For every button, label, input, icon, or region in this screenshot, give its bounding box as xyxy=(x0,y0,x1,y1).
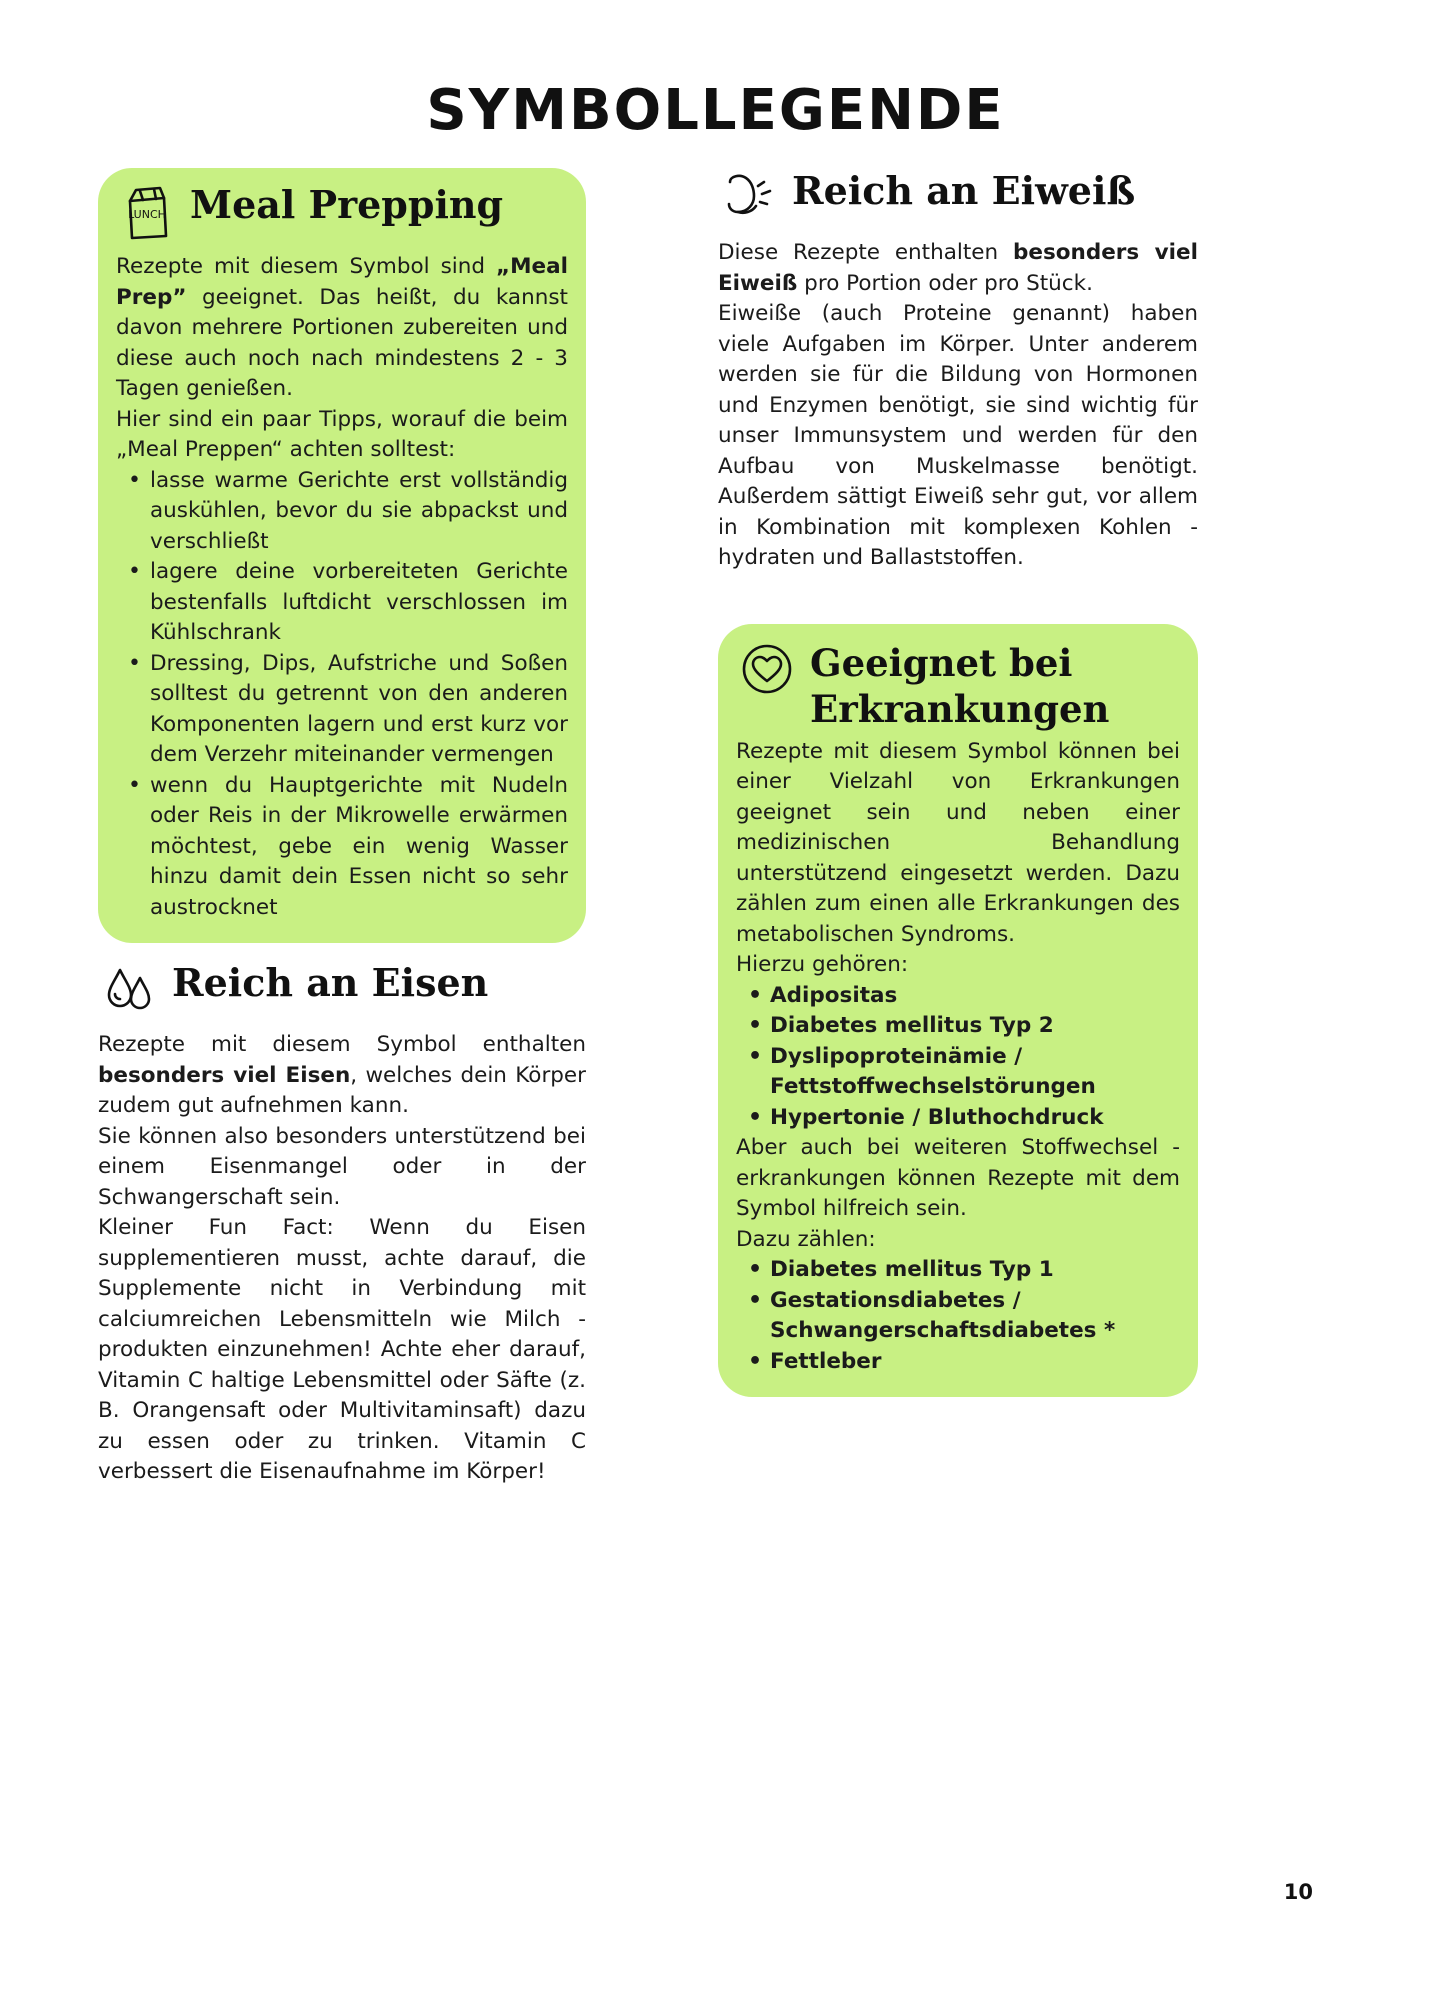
section-reich-an-eisen xyxy=(98,960,586,1488)
list-item: • Dyslipoproteinämie / Fettstoffwechselstörungen xyxy=(770,1042,1180,1103)
paragraph: Rezepte mit diesem Symbol enthalten besonders viel Eisen, welches dein Körper zudem gut aufnehmen kann. xyxy=(98,1032,586,1119)
flexed-biceps-icon xyxy=(718,168,780,230)
meal-prepping-tips-list xyxy=(116,466,568,924)
section-reich-an-eiweiss xyxy=(718,168,1198,574)
list-item: • Diabetes mellitus Typ 1 xyxy=(770,1255,1180,1286)
paragraph: Diese Rezepte enthalten besonders viel Eiweiß pro Portion oder pro Stück. xyxy=(718,240,1198,296)
list-item: • lagere deine vorbereiteten Gerichte bestenfalls luftdicht verschlossen im Kühlschrank xyxy=(150,557,568,649)
paragraph: Hierzu gehören: xyxy=(736,952,909,978)
list-item: • wenn du Hauptgerichte mit Nudeln oder Reis in der Mikrowelle erwärmen möchtest, gebe ein wenig Wasser hinzu damit dein Essen nicht so sehr austrocknet xyxy=(150,771,568,924)
heart-icon xyxy=(736,638,798,700)
section-title: Geeignet bei Erkrankungen xyxy=(810,641,1110,732)
section-title: Reich an Eiweiß xyxy=(792,168,1136,213)
paragraph: Kleiner Fun Fact: Wenn du Eisen supplementieren musst, achte darauf, die Supplemente nicht in Verbindung mit calciumreichen Lebensmitteln wie Milch - produkten einzunehmen! Achte eher darauf, Vitamin C haltige Lebensmittel oder Säfte (z. B. Orangensaft oder Multivitaminsaft) dazu zu essen oder zu trinken. Vitamin C verbessert die Eisenaufnahme im Körper! xyxy=(98,1215,586,1485)
paragraph: Dazu zählen: xyxy=(736,1226,876,1252)
list-item: • Fettleber xyxy=(770,1347,1180,1378)
section-title: Meal Prepping xyxy=(190,182,504,227)
section-header-reich-an-eiweiss xyxy=(718,168,1198,234)
list-item: • lasse warme Gerichte erst vollständig auskühlen, bevor du sie abpackst und verschließt xyxy=(150,466,568,558)
list-item: • Diabetes mellitus Typ 2 xyxy=(770,1011,1180,1042)
lunch-bag-icon xyxy=(116,182,178,244)
paragraph: Sie können also besonders unterstützend bei einem Eisenmangel oder in der Schwangerschaft sein. xyxy=(98,1123,586,1210)
paragraph: Rezepte mit diesem Symbol können bei einer Vielzahl von Erkrankungen geeignet sein und neben einer medizinischen Behandlung unterstützend eingesetzt werden. Dazu zählen zum einen alle Erkrankungen des metabolischen Syndroms. xyxy=(736,738,1180,947)
svg-text:LUNCH: LUNCH xyxy=(128,208,166,221)
erkrankungen-list-1 xyxy=(736,981,1180,1134)
section-meal-prepping xyxy=(98,168,586,943)
page-title: SYMBOLLEGENDE xyxy=(426,78,1005,143)
paragraph: Rezepte mit diesem Symbol sind „Meal Prep” geeignet. Das heißt, du kannst davon mehrere Portionen zubereiten und diese auch noch nach mindestens 2 - 3 Tagen genießen. xyxy=(116,254,568,402)
section-title: Reich an Eisen xyxy=(172,960,489,1005)
section-header-meal-prepping xyxy=(116,182,568,248)
paragraph: Aber auch bei weiteren Stoffwechsel - erkrankungen können Rezepte mit dem Symbol hilfreich sein. xyxy=(736,1135,1180,1222)
page-number: 10 xyxy=(1283,1880,1313,1904)
list-item: • Adipositas xyxy=(770,981,1180,1012)
list-item: • Hypertonie / Bluthochdruck xyxy=(770,1103,1180,1134)
paragraph: Hier sind ein paar Tipps, worauf die beim „Meal Preppen“ achten solltest: xyxy=(116,406,568,463)
list-item: • Gestationsdiabetes / Schwangerschaftsdiabetes * xyxy=(770,1286,1180,1347)
paragraph: Eiweiße (auch Proteine genannt) haben viele Aufgaben im Körper. Unter anderem werden sie für die Bildung von Hormonen und Enzymen benötigt, sie sind wichtig für unser Immunsystem und werden für den Aufbau von Muskelmasse benötigt. Außerdem sättigt Eiweiß sehr gut, vor allem in Kombination mit komplexen Kohlen - hydraten und Ballaststoffen. xyxy=(718,301,1198,571)
section-header-geeignet-bei-erkrankungen xyxy=(736,638,1180,733)
blood-drop-icon xyxy=(98,960,160,1022)
section-geeignet-bei-erkrankungen xyxy=(718,624,1198,1397)
list-item: • Dressing, Dips, Aufstriche und Soßen solltest du getrennt von den anderen Komponenten lagern und erst kurz vor dem Verzehr miteinander vermengen xyxy=(150,649,568,771)
erkrankungen-list-2 xyxy=(736,1255,1180,1377)
section-header-reich-an-eisen xyxy=(98,960,586,1026)
